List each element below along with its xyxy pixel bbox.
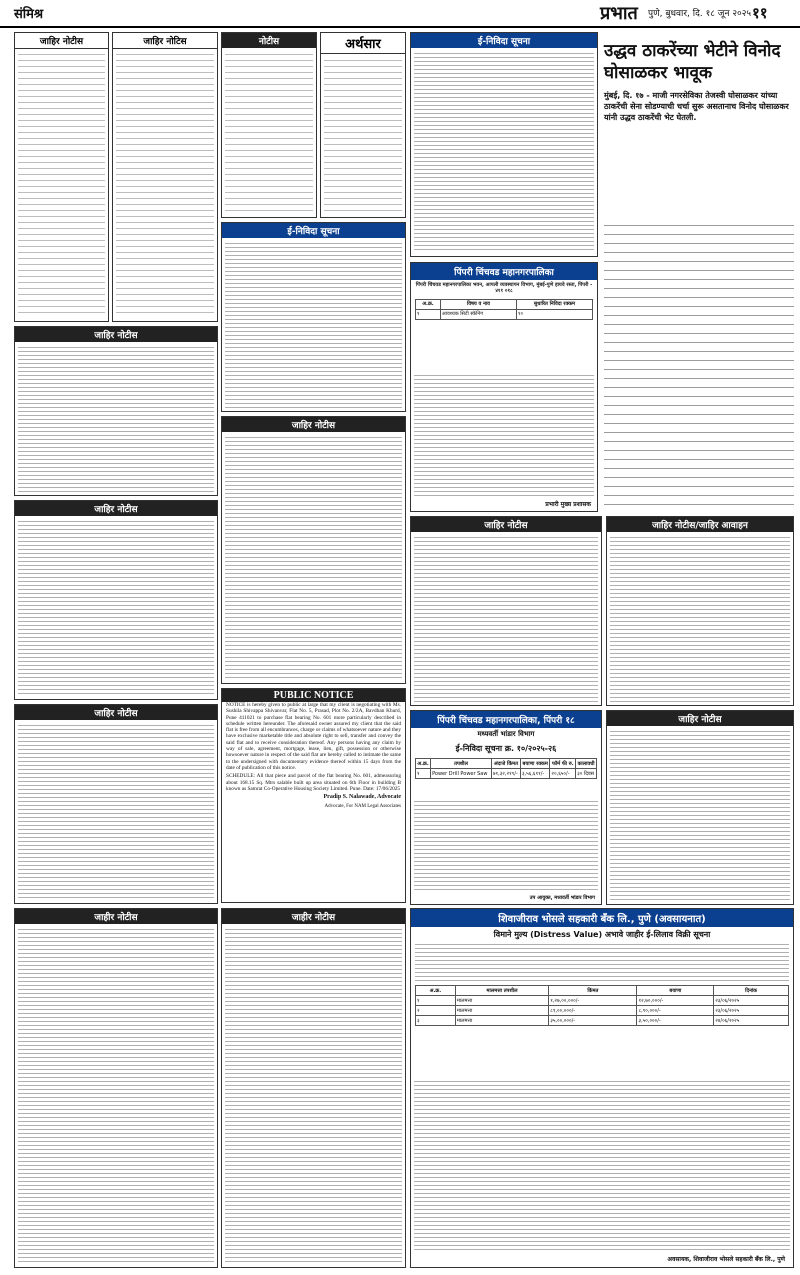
table-header: अ.क्र. bbox=[417, 760, 429, 767]
table-header: तपशील bbox=[431, 759, 492, 769]
table-cell: ३५,००,०००/- bbox=[549, 1016, 637, 1026]
arthasar-title: अर्थसार bbox=[321, 33, 405, 54]
arthasar-box bbox=[320, 32, 406, 218]
tender-table bbox=[415, 758, 597, 779]
notice-body bbox=[414, 51, 594, 253]
pcmc-signature: प्रभारी मुख्य प्रशासक bbox=[545, 501, 591, 508]
table-cell: मालमत्ता bbox=[455, 1006, 548, 1016]
article-body bbox=[604, 220, 794, 508]
notice-jahir-6 bbox=[410, 516, 602, 706]
table-header: अ.क्र. bbox=[416, 986, 456, 996]
table-cell: २०,६५०/- bbox=[550, 769, 576, 779]
notice-jahir-9 bbox=[606, 516, 794, 706]
table-cell: १ bbox=[416, 309, 441, 319]
table-header: किंमत bbox=[549, 986, 637, 996]
table-cell: ३,५०,०००/- bbox=[637, 1016, 714, 1026]
notice-jahir-10 bbox=[606, 710, 794, 905]
tender-table-wrap bbox=[411, 756, 601, 781]
notice-body bbox=[414, 535, 598, 702]
pcmc-subtitle: पिंपरी चिंचवड महानगरपालिका भवन, आपली व्यवस्थापन विभाग, मुंबई-पुणे हायवे रस्ता, पिंपरी - ४११ ०१८ bbox=[415, 282, 593, 295]
public-notice-title: PUBLIC NOTICE bbox=[222, 689, 405, 702]
table-header: सुधारित निविदा रक्कम bbox=[516, 299, 592, 309]
table-cell: १ bbox=[416, 996, 456, 1006]
notice-heading: जाहिर नोटीस bbox=[607, 711, 793, 726]
notice-body bbox=[225, 241, 402, 408]
table-header: फॉर्म फी रु. bbox=[550, 759, 576, 769]
bank-table-wrap bbox=[411, 982, 793, 1029]
section-name: संमिश्र bbox=[14, 7, 44, 22]
notice-body bbox=[18, 723, 214, 900]
pcmc-table-wrap bbox=[411, 297, 597, 322]
tender-notice bbox=[410, 710, 602, 905]
notice-heading: ई-निविदा सूचना bbox=[411, 33, 597, 48]
pcmc-body bbox=[414, 373, 594, 497]
issue-date: पुणे, बुधवार, दि. १८ जून २०२५ bbox=[648, 9, 752, 19]
public-notice-firm: Advocate, For NAM Legal Associates bbox=[324, 804, 401, 810]
table-cell: १२,७०,०००/- bbox=[637, 996, 714, 1006]
notice-body bbox=[18, 519, 214, 696]
table-cell: २३/०६/२०२५ bbox=[714, 996, 789, 1006]
table-cell: मालमत्ता bbox=[455, 996, 548, 1006]
table-header: बयाणा bbox=[637, 986, 714, 996]
table-cell: ३,५६,६११/- bbox=[520, 769, 549, 779]
bank-subtitle: विमाने मुल्य (Distress Value) अभावे जाहीर ई-लिलाव विक्री सूचना bbox=[493, 930, 711, 939]
table-header: कालावधी bbox=[577, 760, 595, 767]
table-cell: २४/०६/२०२५ bbox=[714, 1016, 789, 1026]
public-notice-schedule: SCHEDULE: All that piece and parcel of the flat bearing No. 601, admeasuring about 168.15 Sq. Mtrs salable built up area situated on 6th Floor in building B known as Samrat Co-Operative Housing Society Limited. Pune. Date: 17/06/2025 bbox=[226, 773, 401, 792]
notice-jahir-8b bbox=[221, 908, 406, 1268]
notice-jahir-3 bbox=[14, 326, 218, 496]
bank-title: शिवाजीराव भोसले सहकारी बँक लि., पुणे (अवसायनात) bbox=[411, 909, 793, 927]
public-notice-body: NOTICE is hereby given to public at large that my client is negotiating with Ms. Sushila Shivappa Shivanvar, Flat No. 5, Prasad, Plot No. 2/2A, Bavdhan Khurd, Pune 411021 to purchase flat bearing No. 601 more particularly described in schedule written hereunder. The aforesaid owner assured my client that the said flat is free from all encumbrances, charge or claims of whatsoever nature and they have exclusive marketable title and absolute right to sell, transfer and convey the said flat and to receive consideration thereof. Any persons having any claim by way of sale, agreement, mortgage, lease, lien, gift, possession or otherwise howsoever nature in respect of the said flat are hereby called to intimate the same to the undersigned with documentary evidence thereof within 15 days from the date of publication of this notice. bbox=[226, 702, 401, 771]
table-cell: ८,९०,०००/- bbox=[637, 1006, 714, 1016]
table-header: अंदाजे किंमत bbox=[491, 759, 520, 769]
table-cell: १,२७,००,०००/- bbox=[549, 996, 637, 1006]
notice-body bbox=[116, 51, 214, 318]
notice-body bbox=[225, 435, 402, 680]
notice-body bbox=[18, 51, 105, 318]
arthasar-body bbox=[324, 57, 402, 214]
notice-body bbox=[18, 345, 214, 492]
table-cell: ८९,००,०००/- bbox=[549, 1006, 637, 1016]
table-header: मालमत्ता तपशील bbox=[455, 986, 548, 996]
notice-heading: जाहिर नोटीस bbox=[15, 327, 217, 342]
pcmc-notice bbox=[410, 262, 598, 512]
bank-intro bbox=[415, 942, 789, 982]
notice-heading: जाहिर नोटीस bbox=[411, 517, 601, 532]
notice-jahir-7 bbox=[14, 704, 218, 904]
headline-sub: मुंबई, दि. १७ - माजी नगरसेविका तेजस्वी घोसाळकर यांच्या ठाकरेंची सेना सोडण्याची चर्चा सुरू असतानाच विनोद घोसाळकर यांनी उद्धव ठाकरेंची भेट घेतली. bbox=[604, 91, 789, 122]
table-cell: मालमत्ता bbox=[455, 1016, 548, 1026]
masthead bbox=[0, 0, 800, 28]
table-cell: ३ bbox=[416, 1016, 456, 1026]
page-number: ११ bbox=[752, 4, 768, 22]
notice-heading: जाहिर नोटीस bbox=[15, 33, 108, 49]
table-header: बयाणा रक्कम bbox=[520, 759, 549, 769]
table-cell: आवश्यक सिटी स्कॅनिंग bbox=[440, 309, 516, 319]
notice-body bbox=[610, 535, 790, 702]
tender-body bbox=[414, 799, 598, 890]
notice-heading: जाहिर नोटीस bbox=[222, 417, 405, 432]
bank-signature: अवसायक, शिवाजीराव भोसले सहकारी बँक लि., पुणे bbox=[667, 1256, 785, 1263]
notice-heading: जाहीर नोटीस bbox=[222, 909, 405, 924]
public-notice bbox=[221, 688, 406, 903]
notice-3 bbox=[221, 32, 317, 218]
notice-body bbox=[225, 927, 402, 1264]
table-cell: २३/०६/२०२५ bbox=[714, 1006, 789, 1016]
notice-heading: जाहिर नोटीस bbox=[15, 705, 217, 720]
tender-number: ई-निविदा सूचना क्र. १०/२०२५-२६ bbox=[455, 744, 557, 753]
table-cell: १० bbox=[516, 309, 592, 319]
table-cell: ३० दिवस bbox=[576, 769, 597, 779]
table-cell: १ bbox=[416, 769, 431, 779]
public-notice-sign: Pradip S. Nalawade, Advocate bbox=[323, 794, 401, 801]
tender-subtitle: मध्यवर्ती भांडार विभाग bbox=[477, 730, 535, 738]
notice-body bbox=[225, 51, 313, 214]
notice-jahir-1 bbox=[14, 32, 109, 322]
table-cell: २ bbox=[416, 1006, 456, 1016]
table-header: विषय व नाव bbox=[440, 299, 516, 309]
paper-logo: प्रभात bbox=[600, 3, 638, 24]
notice-heading: जाहिर नोटीस/जाहिर आवाहन bbox=[607, 517, 793, 532]
notice-jahir-5 bbox=[14, 500, 218, 700]
pcmc-title: पिंपरी चिंचवड महानगरपालिका bbox=[411, 263, 597, 280]
bank-table bbox=[415, 985, 789, 1026]
notice-jahir-8 bbox=[14, 908, 218, 1268]
notice-heading: जाहिर नोटीस bbox=[15, 501, 217, 516]
tender-title: पिंपरी चिंचवड महानगरपालिका, पिंपरी १८ bbox=[411, 711, 601, 728]
notice-jahir-2 bbox=[112, 32, 218, 322]
notice-jahir-4 bbox=[221, 416, 406, 684]
headline-title: उद्धव ठाकरेंच्या भेटीने विनोद घोसाळकर भावूक bbox=[604, 41, 781, 83]
notice-heading: जाहिर नोटिस bbox=[113, 33, 217, 49]
bank-auction-notice bbox=[410, 908, 794, 1268]
notice-body bbox=[18, 927, 214, 1264]
notice-heading: नोटीस bbox=[222, 33, 316, 48]
table-header: अ.क्र. bbox=[416, 299, 441, 309]
pcmc-table bbox=[415, 299, 593, 320]
table-cell: Power Drill Power Saw bbox=[431, 769, 492, 779]
tender-signature: उप आयुक्त, मध्यवर्ती भांडार विभाग bbox=[529, 895, 595, 901]
bank-body bbox=[414, 1079, 790, 1251]
table-header: दिनांक bbox=[714, 986, 789, 996]
notice-body bbox=[610, 729, 790, 901]
enivida-notice-1 bbox=[410, 32, 598, 257]
table-cell: ७१,३२,२१९/- bbox=[491, 769, 520, 779]
notice-heading: जाहीर नोटीस bbox=[15, 909, 217, 924]
notice-heading: ई-निविदा सूचना bbox=[222, 223, 405, 238]
enivida-notice-2 bbox=[221, 222, 406, 412]
